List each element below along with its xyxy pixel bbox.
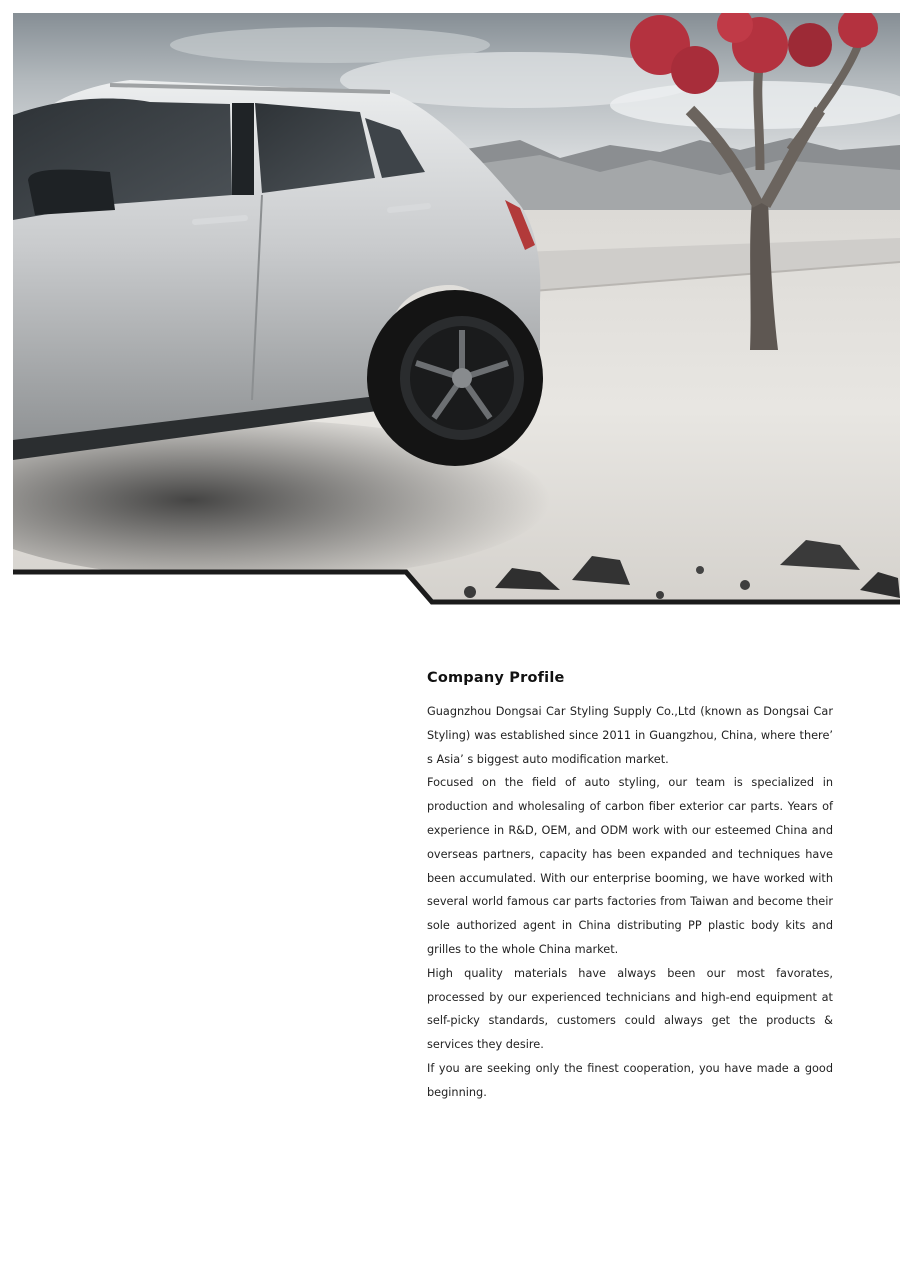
company-profile-section — [427, 668, 833, 1105]
section-title: Company Profile — [427, 670, 565, 686]
profile-body — [427, 700, 833, 1105]
profile-paragraph: High quality materials have always been our most favorates, processed by our experienced technicians and high-end equipment at self-picky standards, customers could always get the products & services they desire. — [427, 966, 833, 1052]
photo — [0, 0, 913, 610]
profile-paragraph: If you are seeking only the finest cooperation, you have made a good beginning. — [427, 1061, 833, 1099]
profile-paragraph: Guagnzhou Dongsai Car Styling Supply Co.,Ltd (known as Dongsai Car Styling) was established since 2011 in Guangzhou, China, where there’ s Asia’ s biggest auto modification market. — [427, 705, 833, 766]
hero-image — [0, 0, 913, 610]
profile-paragraph: Focused on the field of auto styling, our team is specialized in production and wholesaling of carbon fiber exterior car parts. Years of experience in R&D, OEM, and ODM work with our esteemed China and overseas partners, capacity has been expanded and techniques have been accumulated. With our enterprise booming, we have worked with several world famous car parts factories from Taiwan and become their sole authorized agent in China distributing PP plastic body kits and grilles to the whole China market. — [427, 776, 833, 956]
